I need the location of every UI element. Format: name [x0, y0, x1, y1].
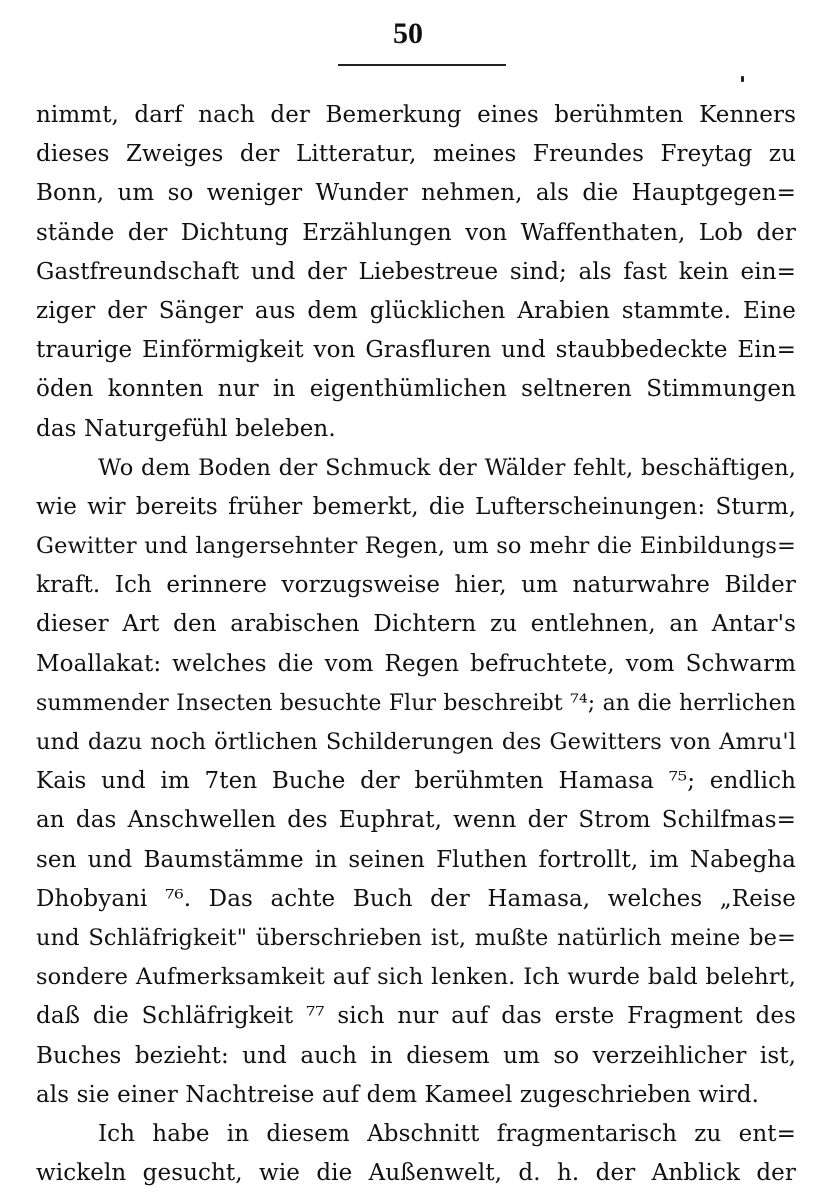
text-line: wickeln gesucht, wie die Außenwelt, d. h. der Anblick der [36, 1160, 796, 1187]
page-number: 50 [393, 17, 423, 50]
text-line: nimmt, darf nach der Bemerkung eines berühmten Kenners [36, 102, 796, 128]
text-line: dieser Art den arabischen Dichtern zu entlehnen, an Antar's [36, 611, 796, 638]
text-line: summender Insecten besuchte Flur beschreibt ⁷⁴; an die herrlichen [36, 690, 796, 716]
text-line: kraft. Ich erinnere vorzugsweise hier, um naturwahre Bilder [36, 572, 796, 599]
text-line: daß die Schläfrigkeit ⁷⁷ sich nur auf das erste Fragment des [36, 1003, 796, 1030]
header-rule [338, 64, 506, 66]
text-line: ziger der Sänger aus dem glücklichen Arabien stammte. Eine [36, 297, 796, 324]
text-line: öden konnten nur in eigenthümlichen seltneren Stimmungen [36, 376, 796, 403]
text-line: und dazu noch örtlichen Schilderungen des Gewitters von Amru'l [36, 729, 796, 755]
text-line: stände der Dichtung Erzählungen von Waffenthaten, Lob der [36, 219, 796, 246]
text-line: an das Anschwellen des Euphrat, wenn der Strom Schilfmas= [36, 807, 796, 834]
text-line: Kais und im 7ten Buche der berühmten Hamasa ⁷⁵; endlich [36, 768, 796, 795]
text-line: Moallakat: welches die vom Regen befruchtete, vom Schwarm [36, 650, 796, 677]
text-line: dieses Zweiges der Litteratur, meines Freundes Freytag zu [36, 141, 796, 168]
text-line: Gastfreundschaft und der Liebestreue sind; als fast kein ein= [36, 258, 796, 285]
text-line: das Naturgefühl beleben. [36, 415, 336, 442]
body-text [36, 96, 796, 1193]
text-line: wie wir bereits früher bemerkt, die Lufterscheinungen: Sturm, [36, 493, 796, 520]
text-line: Bonn, um so weniger Wunder nehmen, als die Hauptgegen= [36, 180, 796, 207]
print-speck [741, 76, 744, 82]
text-line: und Schläfrigkeit" überschrieben ist, mußte natürlich meine be= [36, 924, 796, 951]
text-line: sondere Aufmerksamkeit auf sich lenken. Ich wurde bald belehrt, [36, 964, 796, 991]
text-line: sen und Baumstämme in seinen Fluthen fortrollt, im Nabegha [36, 846, 796, 873]
text-line: Buches bezieht: und auch in diesem um so verzeihlicher ist, [36, 1042, 796, 1069]
text-line: Ich habe in diesem Abschnitt fragmentarisch zu ent= [98, 1120, 796, 1147]
text-line: als sie einer Nachtreise auf dem Kameel zugeschrieben wird. [36, 1081, 759, 1108]
text-line: Gewitter und langersehnter Regen, um so mehr die Einbildungs= [36, 533, 796, 560]
text-line: Wo dem Boden der Schmuck der Wälder fehlt, beschäftigen, [98, 454, 796, 481]
text-line: Dhobyani ⁷⁶. Das achte Buch der Hamasa, welches „Reise [36, 885, 796, 912]
text-line: traurige Einförmigkeit von Grasfluren und staubbedeckte Ein= [36, 337, 796, 364]
